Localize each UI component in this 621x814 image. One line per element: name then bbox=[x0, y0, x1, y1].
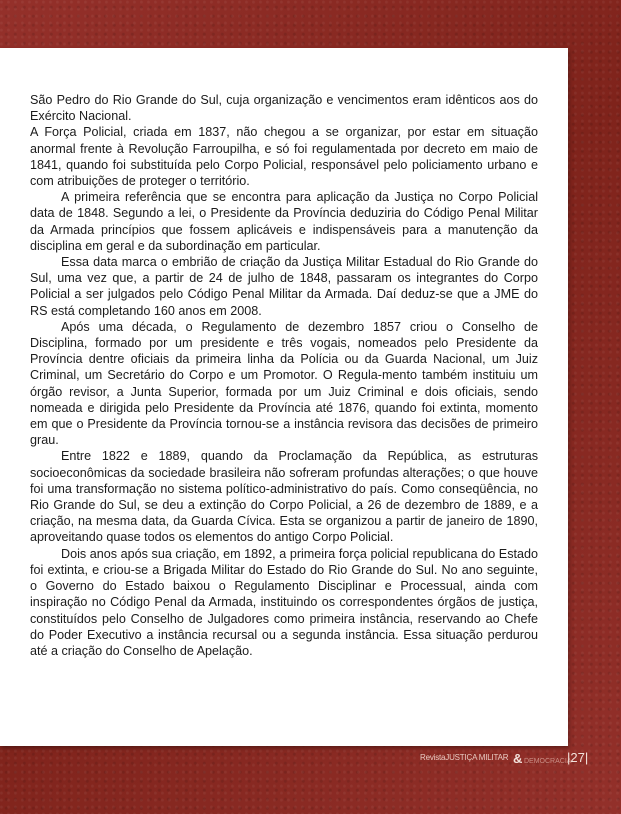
paragraph: Dois anos após sua criação, em 1892, a primeira força policial republicana do Estado foi extinta, e criou-se a Brigada Militar do Estado do Rio Grande do Sul. No ano seguinte, o Governo do Estado baixou o Regulamento Disciplinar e Processual, ainda com inspiração no Código Penal da Armada, instituindo os correspondentes órgãos de justiça, constituídos pelo Conselho de Julgadores como primeira instância, reservando ao Chefe do Poder Executivo a instância recursal ou a segunda instância. Essa situação perdurou até a criação do Conselho de Apelação. bbox=[30, 546, 538, 658]
magazine-ampersand: & bbox=[513, 751, 523, 766]
page-footer bbox=[420, 750, 600, 774]
paragraph: Entre 1822 e 1889, quando da Proclamação da República, as estruturas socioeconômicas da sociedade brasileira não sofreram profundas alterações; o que houve foi uma transformação no sistema político-administrativo do país. Como conseqüência, no Rio Grande do Sul, se deu a extinção do Corpo Policial, a 26 de dezembro de 1889, e a criação, na mesma data, da Guarda Cívica. Esta se organizou a partir de janeiro de 1890, aproveitando quase todos os elementos do antigo Corpo Policial. bbox=[30, 449, 538, 545]
paragraph: Após uma década, o Regulamento de dezembro 1857 criou o Conselho de Disciplina, formado por um presidente e três vogais, nomeados pelo Presidente da Província dentre oficiais da primeira linha da Polícia ou da Guarda Nacional, um Juiz Criminal, um Secretário do Corpo e um Promotor. O Regula-mento também instituiu um órgão revisor, a Junta Superior, formada por um Juiz Criminal e dois oficiais, sendo nomeada e dirigida pelo Presidente da Província até 1876, quando foi extinta, momento em que o Presidente da Província tornou-se a instância revisora das decisões de primeiro grau. bbox=[30, 319, 538, 448]
article-page bbox=[0, 48, 568, 746]
paragraph: A Força Policial, criada em 1837, não chegou a se organizar, por estar em situação anormal frente à Revolução Farroupilha, e só foi regulamentada por decreto em maio de 1841, quando foi substituída pelo Corpo Policial, responsável pelo policiamento urbano e com atribuições de proteger o território. bbox=[30, 125, 538, 189]
magazine-subtitle: DEMOCRACIA bbox=[524, 758, 572, 765]
magazine-name: RevistaJUSTIÇA MILITAR bbox=[420, 753, 509, 762]
paragraph: Essa data marca o embrião de criação da Justiça Militar Estadual do Rio Grande do Sul, uma vez que, a partir de 24 de julho de 1848, passaram os integrantes do Corpo Policial a ser julgados pelo Código Penal Militar da Armada. Daí deduz-se que a JME do RS está completando 160 anos em 2008. bbox=[30, 255, 538, 318]
article-body bbox=[30, 92, 538, 659]
page-number: |27| bbox=[567, 750, 589, 765]
paragraph: A primeira referência que se encontra para aplicação da Justiça no Corpo Policial data de 1848. Segundo a lei, o Presidente da Província deduziria do Código Penal Militar da Armada princípios que fossem aplicáveis e indispensáveis para a manutenção da disciplina em geral e da subordinação em particular. bbox=[30, 190, 538, 253]
paragraph: São Pedro do Rio Grande do Sul, cuja organização e vencimentos eram idênticos aos do Exército Nacional. bbox=[30, 93, 538, 124]
